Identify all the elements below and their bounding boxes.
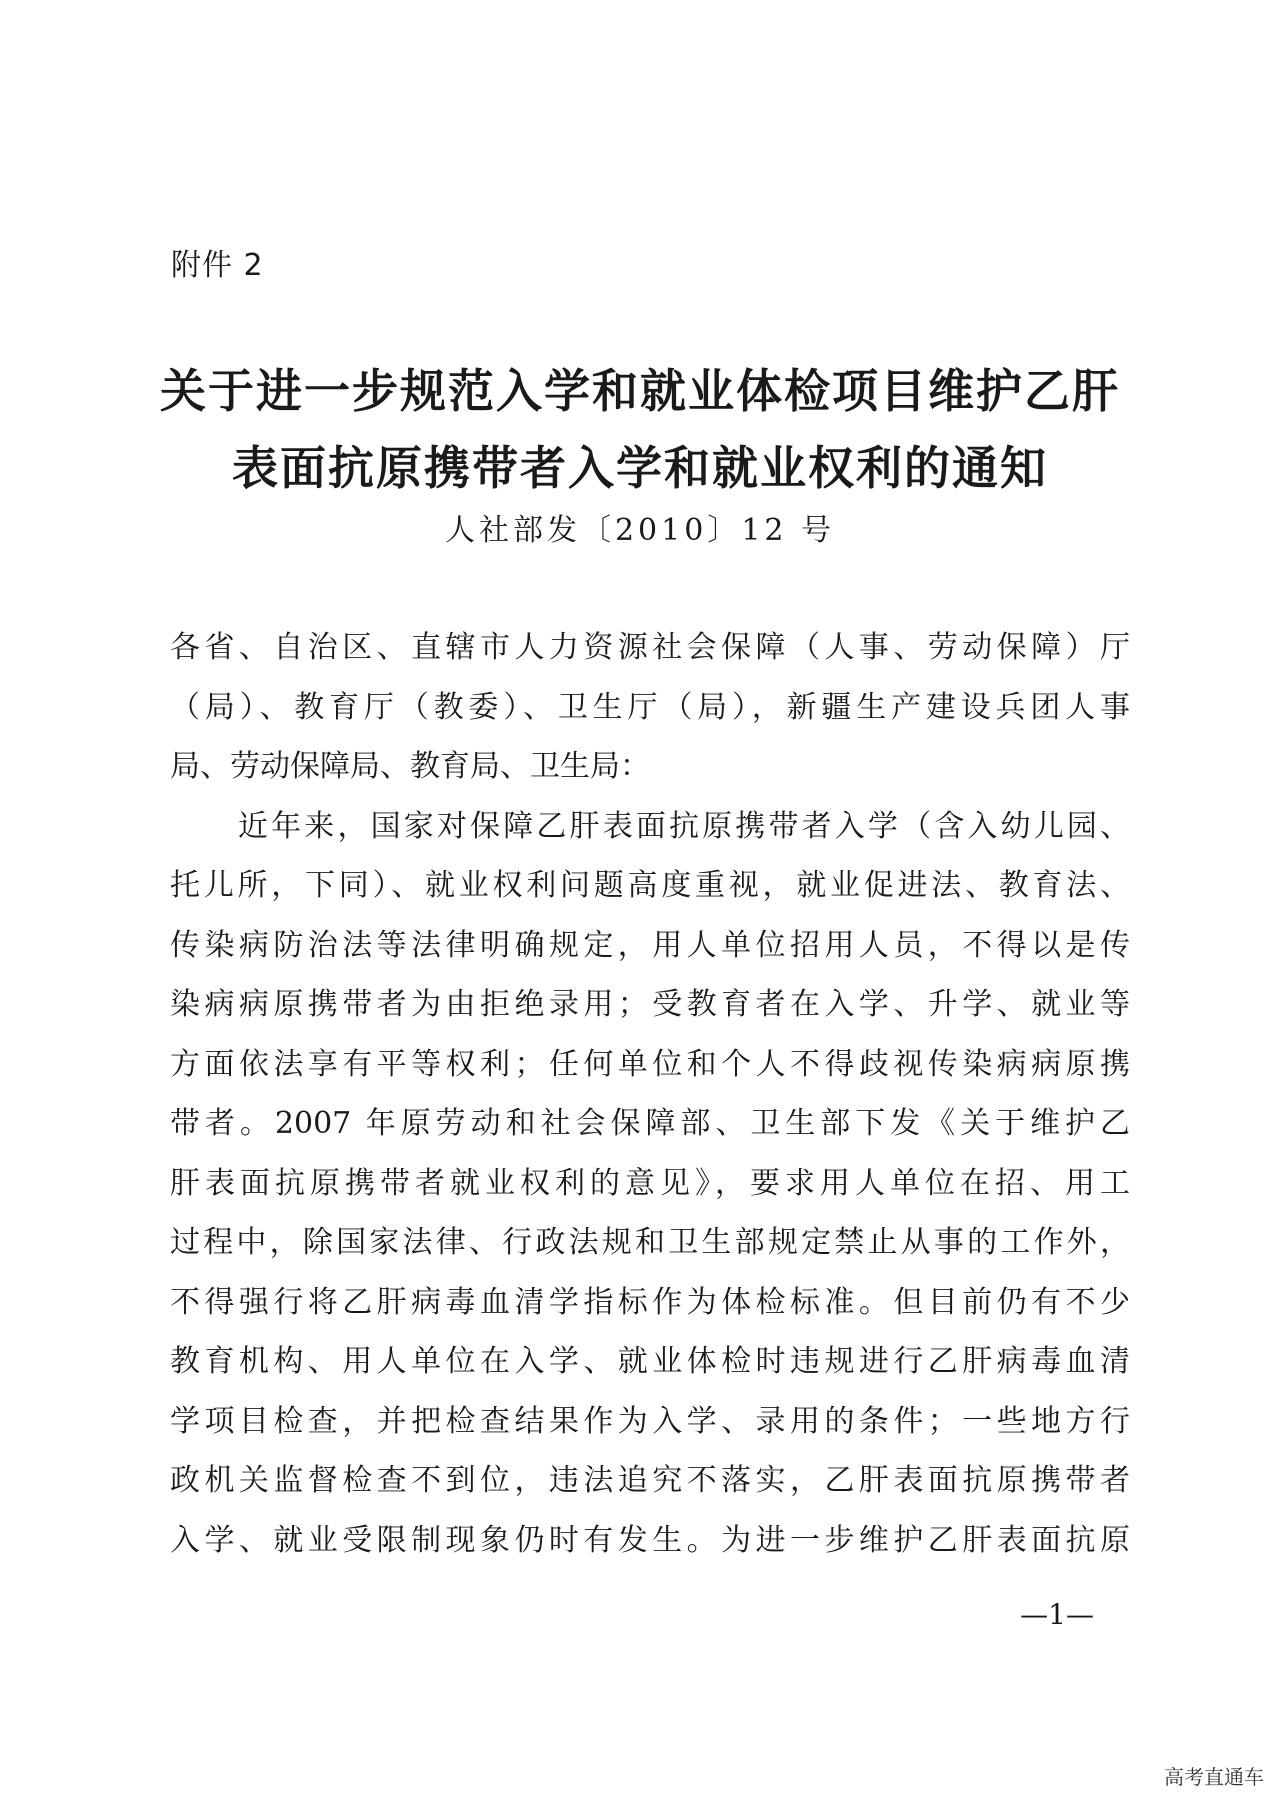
body-line: 近年来，国家对保障乙肝表面抗原携带者入学（含入幼儿园、	[238, 808, 1130, 844]
body-line: 染病病原携带者为由拒绝录用；受教育者在入学、升学、就业等	[170, 987, 1130, 1022]
body-line: 教育机构、用人单位在入学、就业体检时违规进行乙肝病毒血清	[170, 1344, 1130, 1379]
body-line: 各省、自治区、直辖市人力资源社会保障（人事、劳动保障）厅	[170, 630, 1130, 665]
document-number: 人社部发〔2010〕12 号	[444, 513, 836, 548]
body-line: 不得强行将乙肝病毒血清学指标作为体检标准。但目前仍有不少	[170, 1284, 1130, 1320]
body-line: （局）、教育厅（教委）、卫生厅（局），新疆生产建设兵团人事	[170, 689, 1130, 725]
body-line: 学项目检查，并把检查结果作为入学、录用的条件；一些地方行	[170, 1403, 1130, 1439]
body-line: 政机关监督检查不到位，违法追究不落实，乙肝表面抗原携带者	[170, 1463, 1130, 1498]
body-line: 带者。2007 年原劳动和社会保障部、卫生部下发《关于维护乙	[170, 1106, 1130, 1141]
body-line: 肝表面抗原携带者就业权利的意见》，要求用人单位在招、用工	[170, 1165, 1130, 1201]
page-number: —1—	[1020, 1598, 1094, 1631]
document-title-line-2: 表面抗原携带者入学和就业权利的通知	[232, 441, 1048, 495]
body-line: 入学、就业受限制现象仍时有发生。为进一步维护乙肝表面抗原	[170, 1522, 1130, 1558]
watermark-text: 高考直通车	[1164, 1765, 1264, 1789]
document-title-line-1: 关于进一步规范入学和就业体检项目维护乙肝	[160, 364, 1120, 418]
attachment-label: 附件 2	[171, 248, 264, 283]
document-body	[170, 618, 1130, 1570]
body-line: 传染病防治法等法律明确规定，用人单位招用人员，不得以是传	[170, 927, 1130, 963]
body-line: 托儿所，下同）、就业权利问题高度重视，就业促进法、教育法、	[170, 868, 1130, 903]
body-line: 方面依法享有平等权利；任何单位和个人不得歧视传染病病原携	[170, 1046, 1130, 1082]
body-line: 过程中，除国家法律、行政法规和卫生部规定禁止从事的工作外，	[170, 1225, 1130, 1260]
body-line: 局、劳动保障局、教育局、卫生局：	[170, 749, 650, 784]
